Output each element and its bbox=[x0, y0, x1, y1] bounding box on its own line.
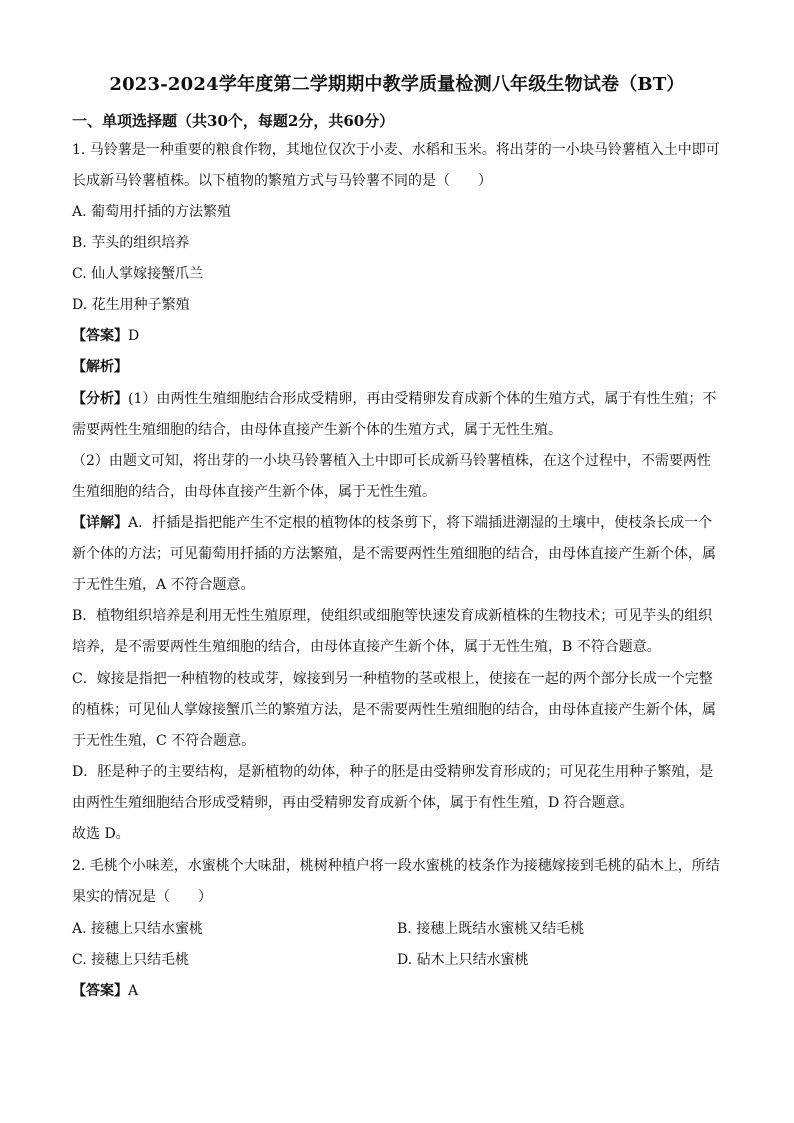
detail-line-3: 于无性生殖，A 不符合题意。 bbox=[72, 577, 255, 593]
analysis-line-2: 需要两性生殖细胞的结合，由母体直接产生新个体的生殖方式，属于无性生殖。 bbox=[72, 422, 562, 438]
question-2-option-a: A. 接穗上只结水蜜桃 bbox=[72, 921, 204, 937]
question-1-option-a: A. 葡萄用扦插的方法繁殖 bbox=[72, 204, 232, 220]
detail-text-1: A．扦插是指把能产生不定根的植物体的枝条剪下，将下端插进潮湿的土壤中，使枝条长成一个 bbox=[128, 515, 713, 531]
analysis-line-3: （2）由题文可知，将出芽的一小块马铃薯植入土中即可长成新马铃薯植株，在这个过程中，不需要两性 bbox=[72, 453, 711, 469]
conclusion: 故选 D。 bbox=[72, 826, 130, 842]
question-2-stem-line-1: 2. 毛桃个小味差，水蜜桃个大味甜，桃树种植户将一段水蜜桃的枝条作为接穗嫁接到毛桃的砧木上，所结 bbox=[72, 858, 720, 874]
analysis-tag bbox=[72, 358, 128, 376]
answer-value: D bbox=[128, 328, 140, 344]
question-1-option-c: C. 仙人掌嫁接蟹爪兰 bbox=[72, 266, 204, 282]
analysis-line-1 bbox=[72, 390, 716, 408]
detail-line-10: 由两性生殖细胞结合形成受精卵，再由受精卵发育成新个体，属于有性生殖，D 符合题意。 bbox=[72, 795, 634, 811]
page-title: 2023-2024学年度第二学期期中教学质量检测八年级生物试卷（BT） bbox=[109, 74, 685, 95]
detail-line-8: 于无性生殖，C 不符合题意。 bbox=[72, 733, 256, 749]
question-2-option-b: B. 接穗上既结水蜜桃又结毛桃 bbox=[397, 921, 585, 937]
question-1-stem-line-1: 1. 马铃薯是一种重要的粮食作物，其地位仅次于小麦、水稻和玉米。将出芽的一小块马铃薯植入土中即可 bbox=[72, 142, 720, 158]
analysis-label: 【解析】 bbox=[72, 359, 128, 375]
question-1-stem-line-2: 长成新马铃薯植株。以下植物的繁殖方式与马铃薯不同的是（ ） bbox=[72, 173, 492, 189]
detail-line-5: 培养，是不需要两性生殖细胞的结合，由母体直接产生新个体，属于无性生殖，B 不符合题意。 bbox=[72, 639, 661, 655]
detail-line-9: D．胚是种子的主要结构，是新植物的幼体，种子的胚是由受精卵发育形成的；可见花生用种子繁殖，是 bbox=[72, 764, 714, 780]
question-2-answer bbox=[72, 982, 138, 1000]
fenxi-tag: 【分析】 bbox=[72, 391, 128, 407]
fenxi-text-1: (1）由两性生殖细胞结合形成受精卵，再由受精卵发育成新个体的生殖方式，属于有性生殖；不 bbox=[128, 391, 717, 407]
question-2-option-c: C. 接穗上只结毛桃 bbox=[72, 952, 190, 968]
question-1-option-d: D. 花生用种子繁殖 bbox=[72, 297, 190, 313]
question-1-answer bbox=[72, 327, 139, 345]
question-1-option-b: B. 芋头的组织培养 bbox=[72, 235, 190, 251]
analysis-line-4: 生殖细胞的结合，由母体直接产生新个体，属于无性生殖。 bbox=[72, 484, 436, 500]
answer-tag: 【答案】 bbox=[72, 983, 128, 999]
detail-line-2: 新个体的方法；可见葡萄用扦插的方法繁殖，是不需要两性生殖细胞的结合，由母体直接产生新个体，属 bbox=[72, 546, 716, 562]
question-2-stem-line-2: 果实的情况是（ ） bbox=[72, 889, 212, 905]
detail-line-6: C．嫁接是指把一种植物的枝或芽，嫁接到另一种植物的茎或根上，使接在一起的两个部分长成一个完整 bbox=[72, 671, 713, 687]
detail-tag: 【详解】 bbox=[72, 515, 128, 531]
answer-value: A bbox=[128, 983, 139, 999]
detail-line-4: B．植物组织培养是利用无性生殖原理，使组织或细胞等快速发育成新植株的生物技术；可见芋头的组织 bbox=[72, 608, 713, 624]
section-heading: 一、单项选择题（共30个，每题2分，共60分） bbox=[72, 112, 395, 130]
question-2-option-d: D. 砧木上只结水蜜桃 bbox=[397, 952, 529, 968]
detail-line-7: 的植株；可见仙人掌嫁接蟹爪兰的繁殖方法，是不需要两性生殖细胞的结合，由母体直接产生新个体，属 bbox=[72, 702, 716, 718]
answer-tag: 【答案】 bbox=[72, 328, 128, 344]
detail-line-1 bbox=[72, 514, 712, 532]
